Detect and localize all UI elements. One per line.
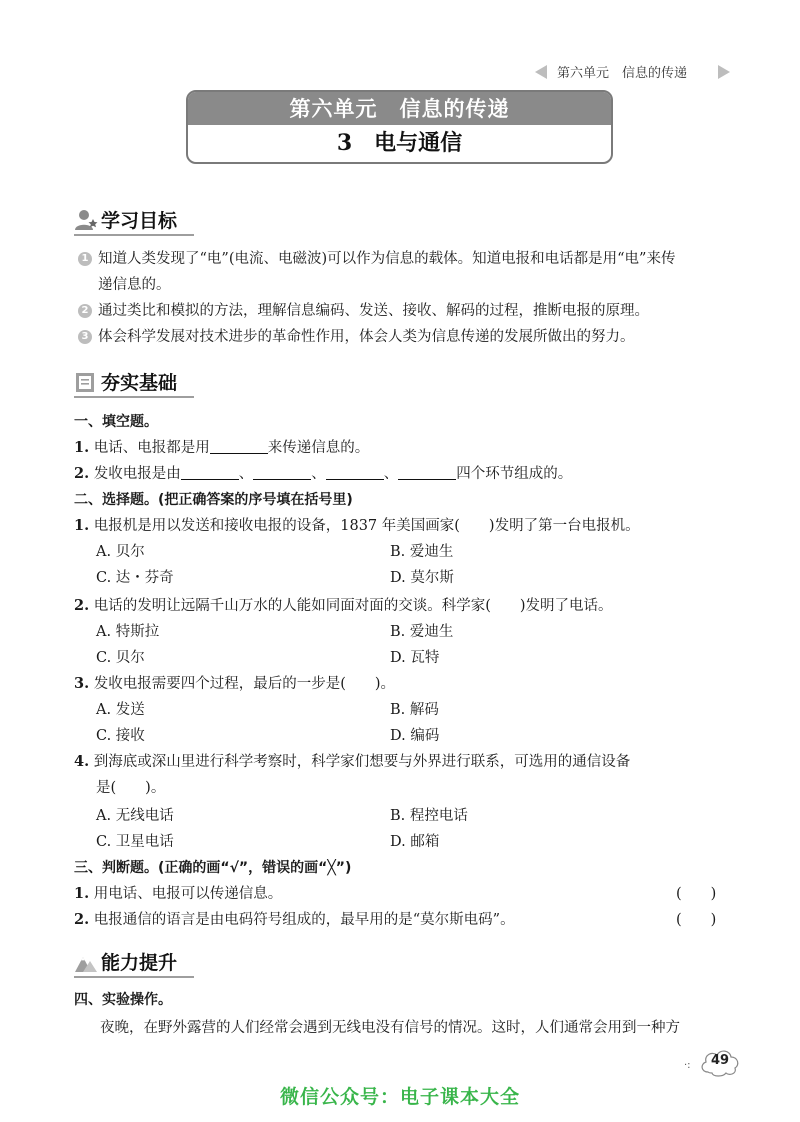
- choice-option[interactable]: B. 爱迪生: [390, 624, 454, 640]
- section-basics-label: 夯实基础: [101, 372, 178, 394]
- answer-blank[interactable]: [326, 464, 384, 480]
- choice-option[interactable]: A. 发送: [96, 702, 145, 718]
- choice-option[interactable]: B. 爱迪生: [390, 544, 454, 560]
- choice-option[interactable]: D. 邮箱: [390, 834, 440, 850]
- experiment-heading: 四、实验操作。: [74, 992, 172, 1008]
- experiment-paragraph: 夜晚，在野外露营的人们经常会遇到无线电没有信号的情况。这时，人们通常会用到一种方: [100, 1020, 680, 1036]
- choice-option[interactable]: C. 达・芬奇: [96, 570, 174, 586]
- choice-option[interactable]: D. 莫尔斯: [390, 570, 454, 586]
- running-head: [535, 62, 730, 82]
- choice-option[interactable]: B. 程控电话: [390, 808, 468, 824]
- section-goals-label: 学习目标: [101, 210, 178, 232]
- watermark-text: 微信公众号：电子课本大全: [279, 1086, 520, 1108]
- choice-question-2: 2. 电话的发明让远隔千山万水的人能如同面对面的交谈。科学家( )发明了电话。: [74, 597, 613, 614]
- judge-heading: 三、判断题。(正确的画“√”，错误的画“╳”): [74, 860, 352, 876]
- page-dots-decoration: ·:: [684, 1060, 691, 1071]
- choice-heading: 二、选择题。(把正确答案的序号填在括号里): [74, 492, 353, 508]
- answer-blank[interactable]: [253, 464, 311, 480]
- lesson-title-box: [186, 90, 613, 164]
- goal-text-line: 知道人类发现了“电”(电流、电磁波)可以作为信息的载体。知道电报和电话都是用“电”来传: [98, 251, 676, 267]
- choice-option[interactable]: C. 接收: [96, 728, 145, 744]
- judge-question-1: 1. 用电话、电报可以传递信息。: [74, 885, 283, 902]
- lesson-title: 3 电与通信: [336, 130, 463, 156]
- section-ability-underline: [74, 976, 194, 978]
- choice-option[interactable]: D. 编码: [390, 728, 440, 744]
- notebook-icon: [74, 370, 98, 394]
- choice-question-4: 4. 到海底或深山里进行科学考察时，科学家们想要与外界进行联系，可选用的通信设备: [74, 753, 631, 770]
- page-number: 49: [710, 1053, 730, 1068]
- choice-question-4-cont: 是( )。: [96, 780, 166, 796]
- choice-option[interactable]: C. 贝尔: [96, 650, 145, 666]
- section-basics-underline: [74, 396, 194, 398]
- choice-option[interactable]: A. 无线电话: [96, 808, 174, 824]
- fill-heading: 一、填空题。: [74, 414, 158, 430]
- answer-blank[interactable]: [398, 464, 456, 480]
- choice-option[interactable]: D. 瓦特: [390, 650, 440, 666]
- answer-parentheses[interactable]: ( ): [676, 886, 717, 902]
- judge-question-2: 2. 电报通信的语言是由电码符号组成的，最早用的是“莫尔斯电码”。: [74, 911, 515, 928]
- goal-text-line: 通过类比和模拟的方法，理解信息编码、发送、接收、解码的过程，推断电报的原理。: [98, 303, 649, 319]
- left-triangle-decoration: [535, 65, 547, 79]
- goal-number: 1: [78, 252, 92, 266]
- learner-icon: [74, 208, 98, 232]
- section-ability-label: 能力提升: [101, 952, 178, 974]
- goal-number: 3: [78, 330, 92, 344]
- answer-parentheses[interactable]: ( ): [676, 912, 717, 928]
- unit-title: 第六单元 信息的传递: [188, 92, 611, 125]
- choice-question-3: 3. 发收电报需要四个过程，最后的一步是( )。: [74, 675, 396, 692]
- mountain-icon: [74, 950, 98, 974]
- choice-option[interactable]: A. 特斯拉: [96, 624, 160, 640]
- fill-question-2: 2. 发收电报是由 、 、 、 四个环节组成的。: [74, 465, 573, 482]
- page-number-badge: [698, 1045, 742, 1079]
- answer-blank[interactable]: [181, 464, 239, 480]
- choice-option[interactable]: C. 卫星电话: [96, 834, 174, 850]
- section-goals-underline: [74, 234, 194, 236]
- choice-question-1: 1. 电报机是用以发送和接收电报的设备，1837 年美国画家( )发明了第一台电报机。: [74, 517, 640, 534]
- right-triangle-decoration: [718, 65, 730, 79]
- goal-text-line: 递信息的。: [98, 277, 171, 293]
- choice-option[interactable]: B. 解码: [390, 702, 439, 718]
- goal-number: 2: [78, 304, 92, 318]
- goal-text-line: 体会科学发展对技术进步的革命性作用，体会人类为信息传递的发展所做出的努力。: [98, 329, 635, 345]
- choice-option[interactable]: A. 贝尔: [96, 544, 145, 560]
- running-head-text: 第六单元 信息的传递: [557, 66, 688, 81]
- answer-blank[interactable]: [210, 438, 268, 454]
- fill-question-1: 1. 电话、电报都是用 来传递信息的。: [74, 439, 370, 456]
